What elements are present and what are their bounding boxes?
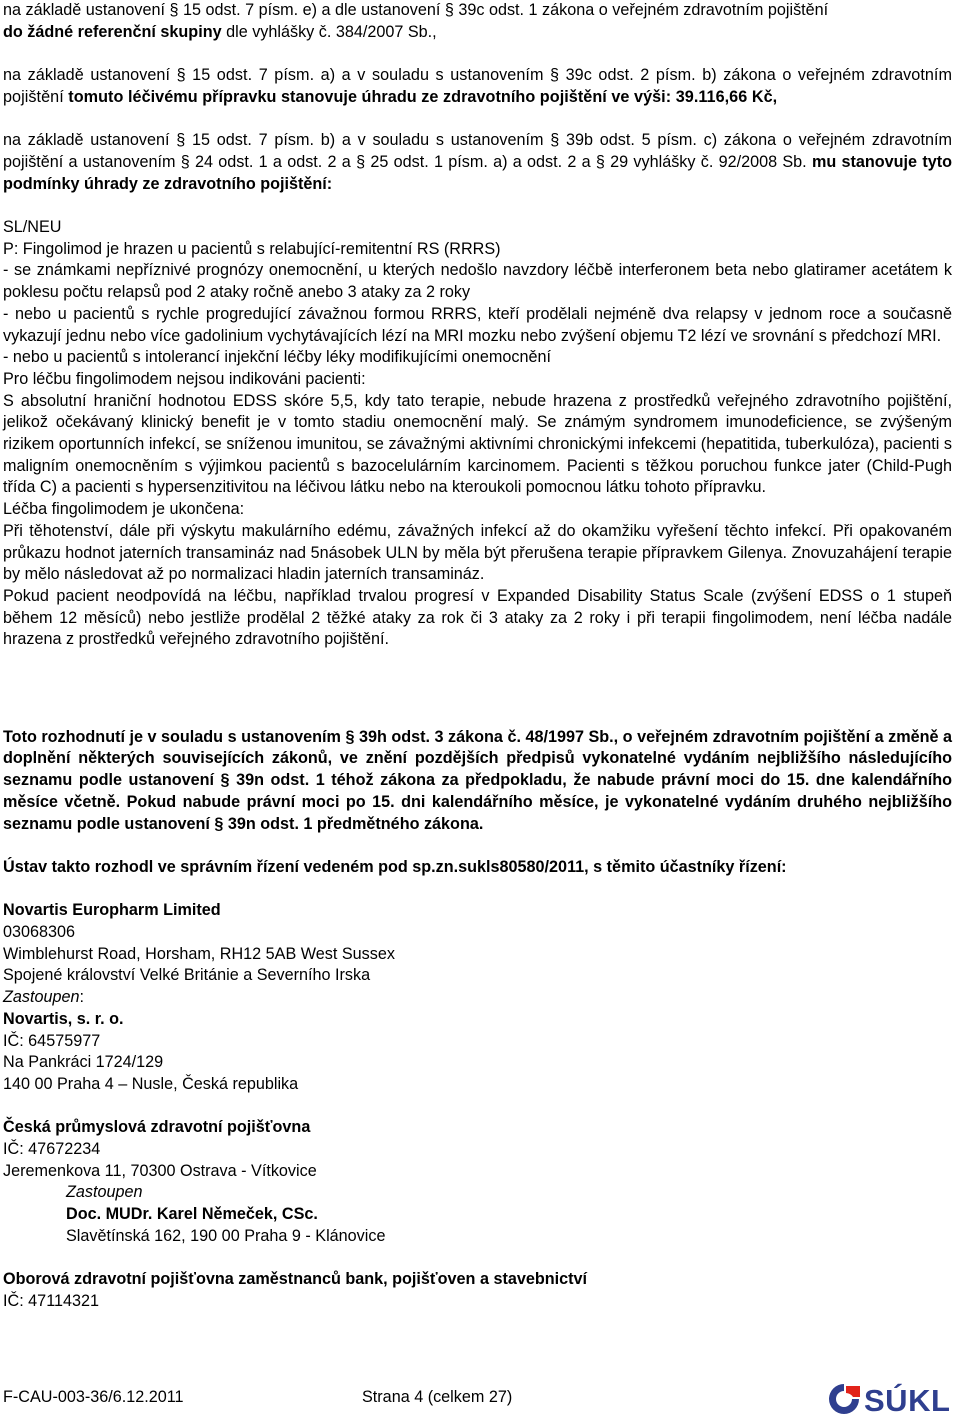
participant-address: Wimblehurst Road, Horsham, RH12 5AB West Sussex: [3, 944, 395, 963]
insurer-representative-address: Slavětínská 162, 190 00 Praha 9 - Klánovice: [66, 1226, 386, 1245]
footer-page-number: Strana 4 (celkem 27): [362, 1388, 513, 1406]
insurer-representative-name: Doc. MUDr. Karel Němeček, CSc.: [66, 1205, 318, 1224]
participant-id: 03068306: [3, 923, 76, 942]
condition-item: - se známkami nepříznivé prognózy onemocnění, u kterých nedošlo navzdory léčbě interferonem beta nebo glatiramer acetátem k poklesu počtu relapsů pod 2 ataky ročně anebo 3 ataky za 2 roky: [3, 261, 952, 302]
representative-label: [0, 987, 960, 1009]
bold-text: , o veřejném zdravotním pojištění a změně a doplnění některých souvisejících zákonů, ve znění pozdějších předpisů vykonatelné vydáním nejbližšího následujícího seznamu podle ustanovení § 39n odst. 1 téhož zákona za předpokladu, že nabude právní moci do 15. dne kalendářního měsíce včetně. Pokud nabude právní moci po 15. dni kalendářního měsíce, je vykonatelné vydáním druhého nejbližšího seznamu podle ustanovení § 39n odst. 1 předmětného zákona.: [3, 727, 952, 833]
non-response-paragraph: Pokud pacient neodpovídá na léčbu, například trvalou progresí v Expanded Disability Status Scale (zvýšení EDSS o 1 stupeň během 12 měsíců) nebo jestliže prodělal 2 těžké ataky za rok či 3 ataky za 2 roky i při terapii fingolimodem, není léčba nadále hrazena z prostředků veřejného zdravotního pojištění.: [3, 586, 952, 649]
representative-city: 140 00 Praha 4 – Nusle, Česká republika: [3, 1074, 299, 1093]
sukl-logo-icon: [824, 1382, 864, 1416]
condition-item: Léčba fingolimodem je ukončena:: [3, 500, 245, 519]
representative-id: IČ: 64575977: [3, 1031, 101, 1050]
bold-text: Toto rozhodnutí je v souladu s ustanovením § 39h odst. 3 zákona č. 48/1997 Sb.: [3, 727, 614, 746]
text: :: [79, 988, 84, 1007]
representative-name: Novartis, s. r. o.: [3, 1009, 124, 1028]
termination-paragraph: Při těhotenství, dále při výskytu makulárního edému, závažných infekcí až do okamžiku vyřešení těchto infekcí. Při opakovaném průkazu hodnot jaterních transamináz nad 5násobek ULN by měla být přerušena terapie přípravkem Gilenya. Znovuzahájení terapie by mělo následovat až po normalizaci hladin jaterních transamináz.: [3, 521, 952, 584]
p-label: P: [3, 239, 14, 258]
insurer2-name: Oborová zdravotní pojišťovna zaměstnanců bank, pojišťoven a stavebnictví: [3, 1270, 588, 1289]
condition-item: Pro léčbu fingolimodem nejsou indikováni pacienti:: [3, 369, 366, 388]
insurer-representative-label: Zastoupen: [66, 1183, 143, 1202]
text: na základě ustanovení § 15 odst. 7 písm. b) a v souladu s ustanovením § 39b odst. 5 písm. c) zákona o veřejném zdravotním pojištění a ustanovením § 24 odst. 1 a odst. 2 a § 25 odst. 1 písm. a) a odst. 2 a § 29 vyhlášky č. 92/2008 Sb.: [3, 131, 952, 171]
text: dle vyhlášky č. 384/2007 Sb.,: [221, 22, 437, 41]
text: : Fingolimod je hrazen u pacientů s relabující-remitentní RS (RRRS): [13, 239, 501, 258]
bold-text: do žádné referenční skupiny: [3, 22, 222, 41]
representative-address: Na Pankráci 1724/129: [3, 1053, 164, 1072]
insurer-name: Česká průmyslová zdravotní pojišťovna: [3, 1118, 311, 1137]
condition-item: - nebo u pacientů s rychle progredující závažnou formou RRRS, kteří prodělali nejméně dva relapsy v jednom roce a současně vykazují jednu nebo více gadolinium vychytávajících lézí na MRI mozku nebo zvýšení objemu T2 lézí ve srovnání s předchozí MRI.: [3, 304, 952, 345]
condition-p: [0, 239, 960, 261]
page-footer: [0, 1382, 960, 1418]
paragraph-reimbursement-conditions: [0, 130, 960, 195]
text: na základě ustanovení § 15 odst. 7 písm. a) a v souladu s ustanovením § 39c odst. 2 písm. b) zákona o veřejném zdravotním pojištění: [3, 66, 952, 106]
decision-paragraph: [0, 727, 960, 836]
italic-text: Zastoupen: [3, 988, 80, 1007]
contraindications-paragraph: S absolutní hraniční hodnotou EDSS skóre 5,5, kdy tato terapie, nebude hrazena z prostředků veřejného zdravotního pojištění, jelikož očekávaný klinický benefit je v tomto stadiu onemocnění malý. Se známým syndromem imunodeficience, se zvýšeným rizikem oportunních infekcí, se sníženou imunitou, se závažnými aktivními chronickými infekcemi (hepatitida, tuberkulóza), pacienti s maligním onemocněním s výjimkou pacientů s bazocelulárním karcinomem. Pacienti s těžkou poruchou funkce jater (Child-Pugh třída C) a pacienti s hypersenzitivitou na léčivou látku nebo na kteroukoli pomocnou látku tohoto přípravku.: [3, 391, 952, 497]
logo-text: SÚKL: [864, 1383, 951, 1418]
condition-item: - nebo u pacientů s intolerancí injekční léčby léky modifikujícími onemocnění: [3, 348, 551, 367]
insurer2-id: IČ: 47114321: [3, 1291, 100, 1310]
bold-text: tomuto léčivému přípravku stanovuje úhradu ze zdravotního pojištění ve výši: 39.116,66 Kč,: [68, 87, 778, 106]
sukl-logo: [824, 1382, 956, 1416]
participants-heading: Ústav takto rozhodl ve správním řízení vedeném pod sp.zn.sukls80580/2011, s těmito účastníky řízení:: [3, 857, 787, 876]
insurer-id: IČ: 47672234: [3, 1140, 101, 1159]
insurer-address: Jeremenkova 11, 70300 Ostrava - Vítkovice: [3, 1161, 317, 1180]
paragraph-reference-group-line: na základě ustanovení § 15 odst. 7 písm. e) a dle ustanovení § 39c odst. 1 zákona o veřejném zdravotním pojištění: [3, 1, 829, 19]
bold-text: mu stanovuje tyto podmínky úhrady ze zdravotního pojištění:: [3, 152, 952, 193]
slneu-label: SL/NEU: [3, 217, 62, 236]
participant-name: Novartis Europharm Limited: [3, 901, 221, 920]
participant-country: Spojené království Velké Británie a Severního Irska: [3, 966, 371, 985]
paragraph-reference-group-decision: [0, 22, 960, 44]
footer-document-code: F-CAU-003-36/6.12.2011: [3, 1388, 184, 1406]
paragraph-reimbursement-amount: [0, 65, 960, 108]
